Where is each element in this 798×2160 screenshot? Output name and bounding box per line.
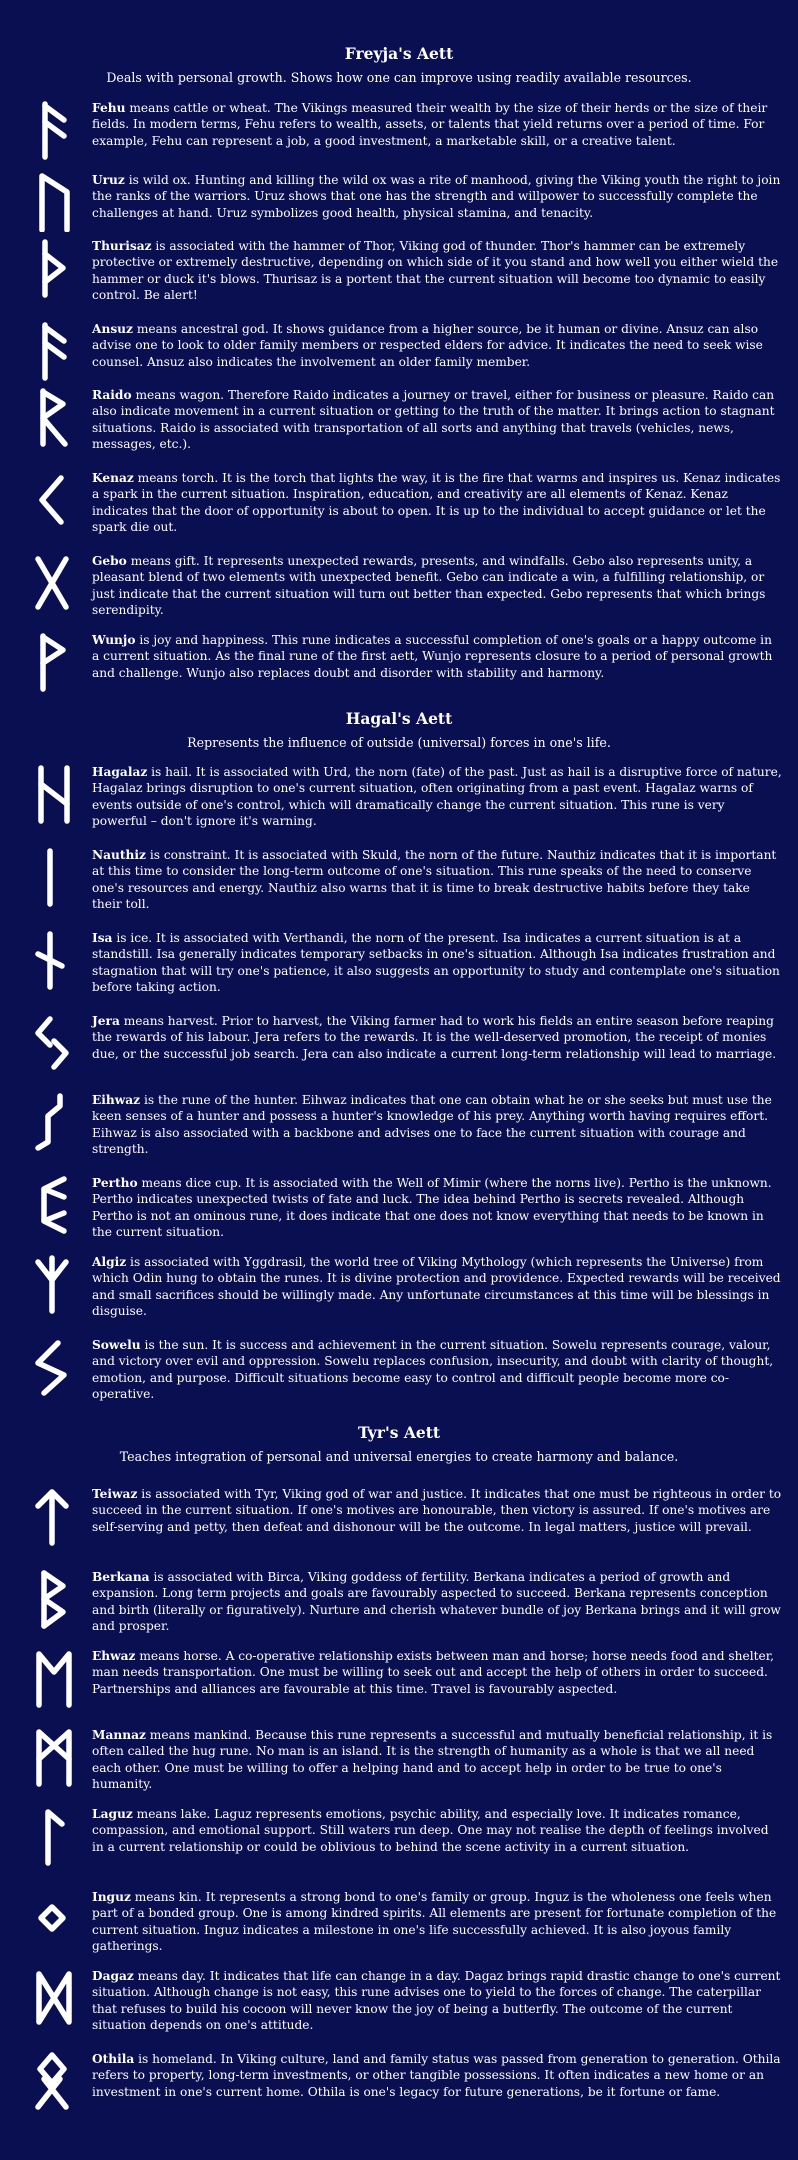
rune-name: Fehu: [92, 101, 126, 115]
rune-name: Ansuz: [92, 322, 133, 336]
rune-description: Teiwaz is associated with Tyr, Viking god of war and justice. It indicates that one must be righteous in order to succeed in the current situation. If one's motives are honourable, then victory is assured. If one's motives are self-serving and petty, then defeat and dishonour will be the outcome. In legal matters, justice will prevail.: [92, 1487, 782, 1534]
aett-title: Tyr's Aett: [357, 1423, 441, 1442]
rune-description: Pertho means dice cup. It is associated with the Well of Mimir (where the norns live). Pertho is the unknown. Pertho indicates unexpected twists of fate and luck. The idea behind Pertho is secrets revealed. Although Pertho is not an ominous rune, it does indicate that one does not know everything that needs to be known in the current situation.: [92, 1176, 772, 1240]
rune-name: Othila: [92, 2052, 135, 2066]
rune-description: Ehwaz means horse. A co-operative relationship exists between man and horse; horse needs food and shelter, man needs transportation. One must be willing to seek out and accept the help of others in order to succeed. Partnerships and alliances are favourable at this time. Travel is favourably aspected.: [92, 1649, 775, 1696]
rune-name: Algiz: [92, 1255, 127, 1269]
fehu-rune-icon: [30, 100, 80, 160]
ansuz-rune-icon: [30, 321, 80, 381]
rune-name: Mannaz: [92, 1728, 146, 1742]
rune-name: Wunjo: [92, 633, 136, 647]
rune-description: Sowelu is the sun. It is success and achievement in the current situation. Sowelu represents courage, valour, and victory over evil and oppression. Sowelu replaces confusion, insecurity, and doubt with clarity of thought, emotion, and purpose. Difficult situations become easy to control and difficult people become more co-operative.: [92, 1338, 774, 1402]
rune-description: Laguz means lake. Laguz represents emotions, psychic ability, and especially love. It indicates romance, compassion, and emotional support. Still waters run deep. One may not realise the depth of feelings involved in a current relationship or could be oblivious to behind the scene activity in a current situation.: [92, 1807, 769, 1854]
rune-name: Laguz: [92, 1807, 133, 1821]
eihwaz-rune-icon: [30, 1092, 80, 1152]
rune-description: Berkana is associated with Birca, Viking goddess of fertility. Berkana indicates a period of growth and expansion. Long term projects and goals are favourably aspected to succeed. Berkana represents conception and birth (literally or figuratively). Nurture and cherish whatever bundle of joy Berkana brings and it will grow and prosper.: [92, 1570, 781, 1634]
rune-description: Isa is ice. It is associated with Verthandi, the norn of the present. Isa indicates a current situation is at a standstill. Isa generally indicates temporary setbacks in one's situation. Although Isa indicates frustration and stagnation that will try one's patience, it also suggests an opportunity to study and contemplate one's situation before taking action.: [92, 931, 780, 995]
raido-rune-icon: [30, 387, 80, 447]
inguz-rune-icon: [30, 1889, 80, 1949]
thurisaz-rune-icon: [30, 238, 80, 298]
rune-description: Eihwaz is the rune of the hunter. Eihwaz indicates that one can obtain what he or she seeks but must use the keen senses of a hunter and possess a hunter's knowledge of his prey. Anything worth having requires effort. Eihwaz is also associated with a backbone and advises one to face the current situation with courage and strength.: [92, 1093, 772, 1157]
gebo-rune-icon: [30, 553, 80, 613]
aett-title: Hagal's Aett: [345, 709, 453, 728]
isa-rune-icon: [30, 930, 80, 990]
wunjo-rune-icon: [30, 632, 80, 692]
hagal-aett-header: [0, 709, 798, 751]
rune-name: Dagaz: [92, 1969, 134, 1983]
rune-name: Raido: [92, 388, 132, 402]
nauthiz-rune-icon: [30, 847, 80, 907]
rune-name: Uruz: [92, 173, 125, 187]
rune-name: Jera: [92, 1014, 120, 1028]
rune-description: Hagalaz is hail. It is associated with Urd, the norn (fate) of the past. Just as hail is a disruptive force of nature, Hagalaz brings disruption to one's current situation, often originating from a past event. Hagalaz warns of events outside of one's control, which will dramatically change the current situation. This rune is very powerful – don't ignore it's warning.: [92, 765, 782, 829]
rune-name: Nauthiz: [92, 848, 146, 862]
aett-subtitle: Represents the influence of outside (universal) forces in one's life.: [187, 735, 611, 750]
pertho-rune-icon: [30, 1175, 80, 1235]
othila-rune-icon: [30, 2051, 80, 2111]
tyr-aett-header: [0, 1423, 798, 1465]
rune-description: Dagaz means day. It indicates that life can change in a day. Dagaz brings rapid drastic change to one's current situation. Although change is not easy, this rune advises one to yield to the forces of change. The caterpillar that refuses to build his cocoon will never know the joy of being a butterfly. The outcome of the current situation depends on one's attitude.: [92, 1969, 781, 2033]
rune-name: Isa: [92, 931, 113, 945]
rune-description: Mannaz means mankind. Because this rune represents a successful and mutually beneficial relationship, it is often called the hug rune. No man is an island. It is the strength of humanity as a whole is that we all need each other. One must be willing to offer a helping hand and to accept help in order to be true to one's humanity.: [92, 1728, 773, 1792]
berkana-rune-icon: [30, 1569, 80, 1629]
rune-name: Sowelu: [92, 1338, 141, 1352]
rune-description: Raido means wagon. Therefore Raido indicates a journey or travel, either for business or pleasure. Raido can also indicate movement in a current situation or getting to the truth of the matter. It brings action to stagnant situations. Raido is associated with transportation of all sorts and anything that travels (vehicles, news, messages, etc.).: [92, 388, 775, 452]
uruz-rune-icon: [30, 172, 80, 232]
jera-rune-icon: [30, 1013, 80, 1073]
rune-name: Pertho: [92, 1176, 138, 1190]
laguz-rune-icon: [30, 1806, 80, 1866]
rune-name: Ehwaz: [92, 1649, 136, 1663]
rune-name: Hagalaz: [92, 765, 148, 779]
rune-name: Berkana: [92, 1570, 150, 1584]
rune-description: Gebo means gift. It represents unexpected rewards, presents, and windfalls. Gebo also represents unity, a pleasant blend of two elements with unexpected benefit. Gebo can indicate a win, a fulfilling relationship, or just indicate that the current situation will turn out better than expected. Gebo represents that which brings serendipity.: [92, 554, 766, 618]
teiwaz-rune-icon: [30, 1486, 80, 1546]
aett-subtitle: Deals with personal growth. Shows how one can improve using readily available resources.: [106, 70, 692, 85]
rune-description: Ansuz means ancestral god. It shows guidance from a higher source, be it human or divine. Ansuz can also advise one to look to older family members or respected elders for advice. It indicates the need to seek wise counsel. Ansuz also indicates the involvement an older family member.: [92, 322, 763, 369]
kenaz-rune-icon: [30, 470, 80, 530]
rune-description: Algiz is associated with Yggdrasil, the world tree of Viking Mythology (which represents the Universe) from which Odin hung to obtain the runes. It is divine protection and providence. Expected rewards will be received and small sacrifices should be willingly made. Any unfortunate circumstances at this time will be blessings in disguise.: [92, 1255, 781, 1319]
rune-description: Jera means harvest. Prior to harvest, the Viking farmer had to work his fields an entire season before reaping the rewards of his labour. Jera refers to the rewards. It is the well-deserved promotion, the receipt of monies due, or the successful job search. Jera can also indicate a current long-term relationship will lead to marriage.: [92, 1014, 777, 1061]
rune-description: Uruz is wild ox. Hunting and killing the wild ox was a rite of manhood, giving the Viking youth the right to join the ranks of the warriors. Uruz shows that one has the strength and willpower to successfully complete the challenges at hand. Uruz symbolizes good health, physical stamina, and tenacity.: [92, 173, 781, 220]
rune-name: Gebo: [92, 554, 127, 568]
rune-description: Thurisaz is associated with the hammer of Thor, Viking god of thunder. Thor's hammer can be extremely protective or extremely destructive, depending on which side of it you stand and how well you either wield the hammer or duck it's blows. Thurisaz is a portent that the current situation will become too dynamic to easily control. Be alert!: [92, 239, 779, 303]
rune-name: Thurisaz: [92, 239, 152, 253]
hagalaz-rune-icon: [30, 764, 80, 824]
ehwaz-rune-icon: [30, 1648, 80, 1708]
dagaz-rune-icon: [30, 1968, 80, 2028]
rune-name: Eihwaz: [92, 1093, 141, 1107]
rune-name: Inguz: [92, 1890, 131, 1904]
rune-description: Fehu means cattle or wheat. The Vikings measured their wealth by the size of their herds or the size of their fields. In modern terms, Fehu refers to wealth, assets, or talents that yield returns over a period of time. For example, Fehu can represent a job, a good investment, a marketable skill, or a creative talent.: [92, 101, 768, 148]
rune-description: Inguz means kin. It represents a strong bond to one's family or group. Inguz is the wholeness one feels when part of a bonded group. One is among kindred spirits. All elements are present for fortunate completion of the current situation. Inguz indicates a milestone in one's life successfully achieved. It is also joyous family gatherings.: [92, 1890, 777, 1954]
aett-subtitle: Teaches integration of personal and universal energies to create harmony and balance.: [119, 1449, 679, 1464]
sowelu-rune-icon: [30, 1337, 80, 1397]
mannaz-rune-icon: [30, 1727, 80, 1787]
rune-description: Wunjo is joy and happiness. This rune indicates a successful completion of one's goals or a happy outcome in a current situation. As the final rune of the first aett, Wunjo represents closure to a period of personal growth and challenge. Wunjo also replaces doubt and disorder with stability and harmony.: [92, 633, 773, 680]
algiz-rune-icon: [30, 1254, 80, 1314]
rune-name: Kenaz: [92, 471, 134, 485]
freyja-aett-header: [0, 44, 798, 86]
aett-title: Freyja's Aett: [344, 44, 454, 63]
rune-description: Othila is homeland. In Viking culture, land and family status was passed from generation to generation. Othila refers to property, long-term investments, or other tangible possessions. It often indicates a new home or an investment in one's current home. Othila is one's legacy for future generations, be it fortune or fame.: [92, 2052, 781, 2099]
rune-description: Nauthiz is constraint. It is associated with Skuld, the norn of the future. Nauthiz indicates that it is important at this time to consider the long-term outcome of one's situation. This rune speaks of the need to conserve one's resources and energy. Nauthiz also warns that it is time to break destructive habits before they take their toll.: [92, 848, 777, 912]
rune-name: Teiwaz: [92, 1487, 138, 1501]
rune-description: Kenaz means torch. It is the torch that lights the way, it is the fire that warms and inspires us. Kenaz indicates a spark in the current situation. Inspiration, education, and creativity are all elements of Kenaz. Kenaz indicates that the door of opportunity is about to open. It is up to the individual to accept guidance or let the spark die out.: [92, 471, 781, 535]
